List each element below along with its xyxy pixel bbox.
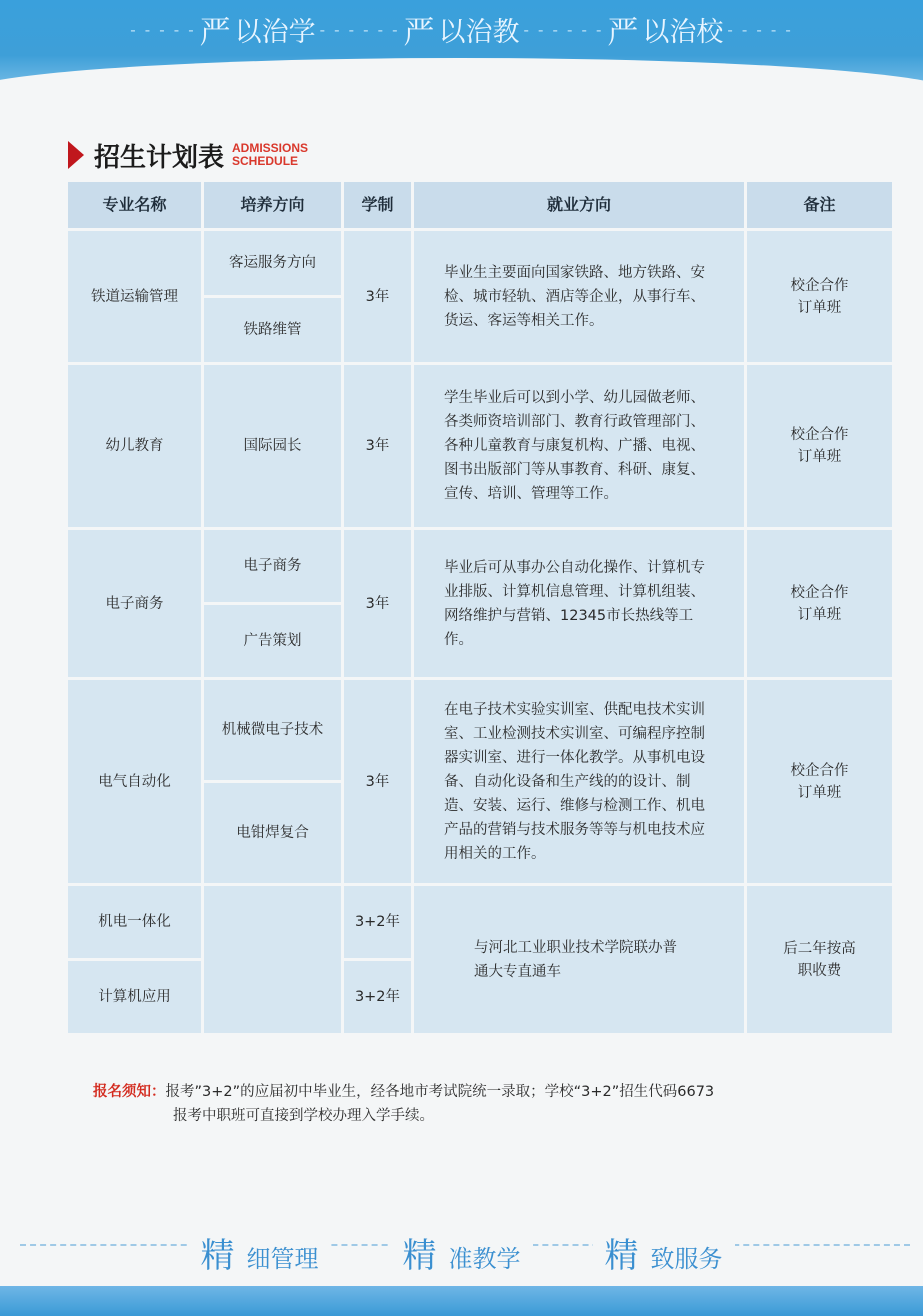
- note-line1: 报考”3+2”的应届初中毕业生，经各地市考试院统一录取；学校“3+2”招生代码6673: [165, 1084, 715, 1100]
- cell-remark: 校企合作 订单班: [747, 680, 892, 883]
- cell-employment: 在电子技术实验实训室、供配电技术实训室、工业检测技术实训室、可编程序控制器实训室、进行一体化教学。从事机电设备、自动化设备和生产线的的设计、制造、安装、运行、维修与检测工作、机电产品的营销与技术服务等等与机电技术应用相关的工作。: [414, 680, 744, 883]
- cell-major: 幼儿教育: [68, 365, 201, 527]
- cell-duration: 3年: [344, 680, 411, 883]
- bottom-banner: [0, 1216, 923, 1316]
- title-triangle-icon: [68, 141, 84, 169]
- header-duration: 学制: [344, 182, 411, 228]
- cell-major: 铁道运输管理: [68, 231, 201, 362]
- cell-duration: 3+2年: [344, 886, 411, 958]
- cell-major: 计算机应用: [68, 961, 201, 1033]
- cell-duration: 3年: [344, 231, 411, 362]
- cell-employment: 与河北工业职业技术学院联办普通大专直通车: [414, 886, 744, 1033]
- bottom-motto: 精 细管理 精 准教学 精 致服务: [0, 1228, 923, 1277]
- bottom-band: [0, 1286, 923, 1316]
- header-major: 专业名称: [68, 182, 201, 228]
- cell-remark: 后二年按高职收费: [747, 886, 892, 1033]
- cell-major: 电子商务: [68, 530, 201, 677]
- cell-direction: 电钳焊复合: [204, 783, 341, 883]
- header-remark: 备注: [747, 182, 892, 228]
- banner-wave: [0, 58, 923, 92]
- motto-text: 以治校: [642, 16, 724, 48]
- cell-direction: 客运服务方向: [204, 231, 341, 295]
- title-en: ADMISSIONS SCHEDULE: [232, 141, 309, 168]
- motto-char: 严: [199, 14, 231, 51]
- cell-remark: 校企合作 订单班: [747, 530, 892, 677]
- note-line2: 报考中职班可直接到学校办理入学手续。: [173, 1108, 434, 1124]
- cell-remark: 校企合作 订单班: [747, 365, 892, 527]
- motto-char: 严: [607, 14, 639, 51]
- enrollment-note: [93, 1080, 913, 1128]
- top-motto: - - - - - 严 以治学 - - - - - - 严 以治教 - - - - - - 严 以治校 - - - - -: [0, 4, 923, 54]
- cell-direction: 机械微电子技术: [204, 680, 341, 780]
- header-direction: 培养方向: [204, 182, 341, 228]
- cell-duration: 3+2年: [344, 961, 411, 1033]
- cell-duration: 3年: [344, 530, 411, 677]
- cell-direction-empty: [204, 886, 341, 1033]
- title-cn: 招生计划表: [94, 142, 225, 173]
- cell-duration: 3年: [344, 365, 411, 527]
- motto-text: 以治教: [438, 16, 520, 48]
- section-title: [68, 130, 308, 180]
- motto-char: 严: [403, 14, 435, 51]
- cell-direction: 铁路维管: [204, 298, 341, 362]
- note-label: 报名须知：: [93, 1084, 166, 1100]
- header-employment: 就业方向: [414, 182, 744, 228]
- cell-employment: 毕业后可从事办公自动化操作、计算机专业排版、计算机信息管理、计算机组装、网络维护与营销、12345市长热线等工作。: [414, 530, 744, 677]
- cell-remark: 校企合作 订单班: [747, 231, 892, 362]
- cell-direction: 国际园长: [204, 365, 341, 527]
- cell-major: 机电一体化: [68, 886, 201, 958]
- motto-text: 以治学: [234, 16, 316, 48]
- top-banner: [0, 0, 923, 92]
- cell-direction: 广告策划: [204, 605, 341, 677]
- admissions-table: [68, 182, 892, 1033]
- cell-major: 电气自动化: [68, 680, 201, 883]
- cell-employment: 学生毕业后可以到小学、幼儿园做老师、各类师资培训部门、教育行政管理部门、各种儿童教育与康复机构、广播、电视、图书出版部门等从事教育、科研、康复、宣传、培训、管理等工作。: [414, 365, 744, 527]
- cell-direction: 电子商务: [204, 530, 341, 602]
- cell-employment: 毕业生主要面向国家铁路、地方铁路、安检、城市轻轨、酒店等企业，从事行车、货运、客运等相关工作。: [414, 231, 744, 362]
